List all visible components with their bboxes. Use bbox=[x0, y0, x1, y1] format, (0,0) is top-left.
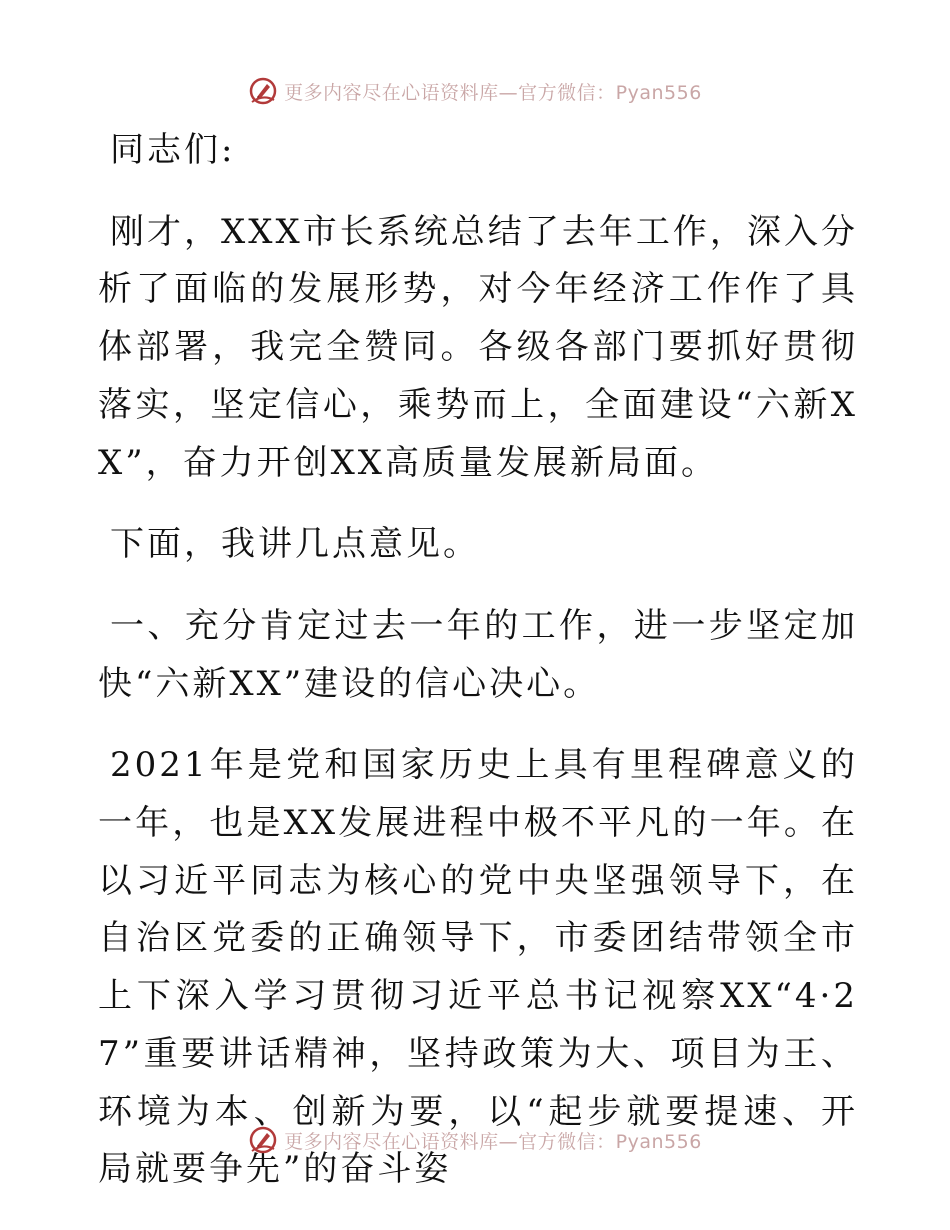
salutation: 同志们: bbox=[110, 130, 236, 170]
watermark-text: 更多内容尽在心语资料库—官方微信：Pyan556 bbox=[284, 1130, 702, 1153]
pen-logo-icon bbox=[248, 76, 278, 106]
header-watermark bbox=[0, 71, 950, 111]
watermark-text: 更多内容尽在心语资料库—官方微信：Pyan556 bbox=[284, 81, 702, 104]
section-heading-one: 一、充分肯定过去一年的工作，进一步坚定加快“六新XX”建设的信心决心。 bbox=[98, 605, 858, 704]
paragraph-review: 2021年是党和国家历史上具有里程碑意义的一年，也是XX发展进程中极不平凡的一年。在以习近平同志为核心的党中央坚强领导下，在自治区党委的正确领导下，市委团结带领全市上下深入学习贯彻习近平总书记视察XX“4·27”重要讲话精神，坚持政策为大、项目为王、环境为本、创新为要，以“起步就要提速、开局就要争先”的奋斗姿 bbox=[98, 745, 858, 1190]
paragraph-transition: 下面，我讲几点意见。 bbox=[110, 524, 480, 565]
document-body bbox=[98, 122, 858, 1223]
paragraph-opening: 刚才，XXX市长系统总结了去年工作，深入分析了面临的发展形势，对今年经济工作作了具体部署，我完全赞同。各级各部门要抓好贯彻落实，坚定信心，乘势而上，全面建设“六新XX”，奋力开创XX高质量发展新局面。 bbox=[98, 211, 858, 483]
footer-watermark bbox=[0, 1120, 950, 1160]
pen-logo-icon bbox=[248, 1125, 278, 1155]
